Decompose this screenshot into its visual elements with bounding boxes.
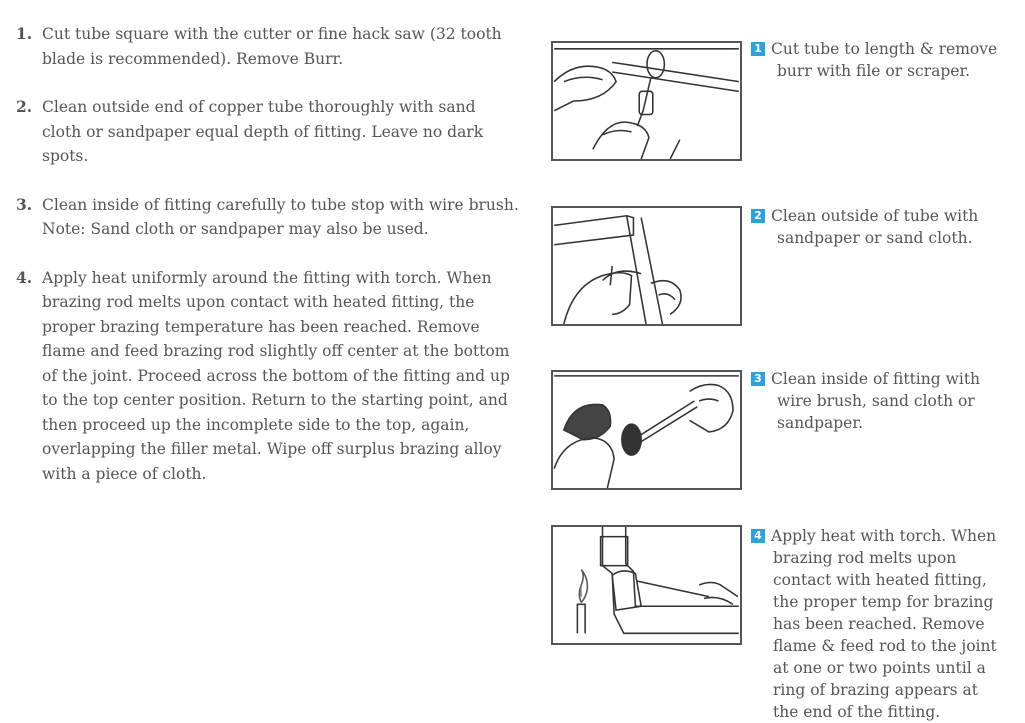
instruction-steps bbox=[16, 22, 526, 510]
step-line: Note: Sand cloth or sandpaper may also be used. bbox=[42, 220, 429, 238]
figure-1 bbox=[551, 41, 742, 161]
step-line: overlapping the filler metal. Wipe off surplus brazing alloy bbox=[42, 440, 502, 458]
step-badge: 3 bbox=[751, 372, 765, 386]
step-line: Apply heat uniformly around the fitting with torch. When bbox=[42, 268, 492, 287]
step-line: flame and feed brazing rod slightly off center at the bottom bbox=[42, 342, 510, 360]
step-line: cloth or sandpaper equal depth of fitting. Leave no dark bbox=[42, 122, 484, 141]
caption-line: the end of the fitting. bbox=[773, 703, 941, 721]
caption-line bbox=[751, 368, 1013, 390]
caption-2 bbox=[751, 205, 1013, 249]
caption-4 bbox=[751, 525, 1013, 723]
figure-2 bbox=[551, 206, 742, 326]
step-number: 4. bbox=[16, 267, 33, 287]
step-text bbox=[42, 266, 526, 487]
caption-line: sandpaper. bbox=[777, 414, 863, 432]
caption-line: wire brush, sand cloth or bbox=[777, 392, 975, 410]
step-line: Clean outside end of copper tube thoroughly with sand bbox=[42, 98, 476, 116]
caption-text: Clean inside of fitting with bbox=[771, 370, 981, 388]
caption-line: the proper temp for brazing bbox=[773, 593, 994, 611]
caption-line: contact with heated fitting, bbox=[773, 571, 987, 589]
caption-text: Apply heat with torch. When bbox=[771, 527, 997, 545]
step-badge: 2 bbox=[751, 209, 765, 223]
caption-3 bbox=[751, 368, 1013, 434]
step-line: proper brazing temperature has been reached. Remove bbox=[42, 317, 480, 336]
step-badge: 1 bbox=[751, 42, 765, 56]
step-line: Clean inside of fitting carefully to tube stop with wire brush. bbox=[42, 195, 519, 214]
caption-line bbox=[751, 38, 1013, 60]
step-text bbox=[42, 193, 526, 242]
caption-text: Cut tube to length & remove bbox=[771, 40, 998, 58]
step-number: 1. bbox=[16, 24, 33, 43]
tube-cutter-illustration bbox=[553, 43, 740, 159]
caption-line: at one or two points until a bbox=[773, 659, 986, 677]
step-line: blade is recommended). Remove Burr. bbox=[42, 49, 344, 68]
step-number: 2. bbox=[16, 97, 33, 116]
step-text bbox=[42, 95, 526, 169]
sandpaper-cleaning-illustration bbox=[553, 208, 740, 324]
caption-line: flame & feed rod to the joint bbox=[773, 637, 997, 655]
caption-line: sandpaper or sand cloth. bbox=[777, 229, 973, 247]
step-line: brazing rod melts upon contact with heated fitting, the bbox=[42, 293, 475, 311]
figure-3 bbox=[551, 370, 742, 490]
step-line: of the joint. Proceed across the bottom of the fitting and up bbox=[42, 366, 510, 385]
caption-1 bbox=[751, 38, 1013, 82]
step-number: 3. bbox=[16, 194, 33, 214]
step-line: Cut tube square with the cutter or fine hack saw (32 tooth bbox=[42, 25, 502, 43]
step-badge: 4 bbox=[751, 529, 765, 543]
step-2 bbox=[16, 95, 526, 169]
caption-line: has been reached. Remove bbox=[773, 615, 985, 633]
step-text bbox=[42, 22, 526, 71]
step-1 bbox=[16, 22, 526, 71]
wire-brush-illustration bbox=[553, 372, 740, 488]
step-4 bbox=[16, 266, 526, 487]
caption-line bbox=[751, 205, 1013, 227]
step-line: spots. bbox=[42, 147, 89, 165]
step-line: with a piece of cloth. bbox=[42, 464, 207, 483]
figure-4 bbox=[551, 525, 742, 645]
caption-line: brazing rod melts upon bbox=[773, 549, 957, 567]
caption-text: Clean outside of tube with bbox=[771, 207, 979, 225]
caption-line: burr with file or scraper. bbox=[777, 62, 971, 80]
caption-line bbox=[751, 525, 1013, 547]
step-3 bbox=[16, 193, 526, 242]
step-line: to the top center position. Return to the starting point, and bbox=[42, 391, 508, 409]
caption-line: ring of brazing appears at bbox=[773, 681, 978, 699]
torch-brazing-illustration bbox=[553, 527, 740, 643]
step-line: then proceed up the incomplete side to the top, again, bbox=[42, 415, 470, 434]
